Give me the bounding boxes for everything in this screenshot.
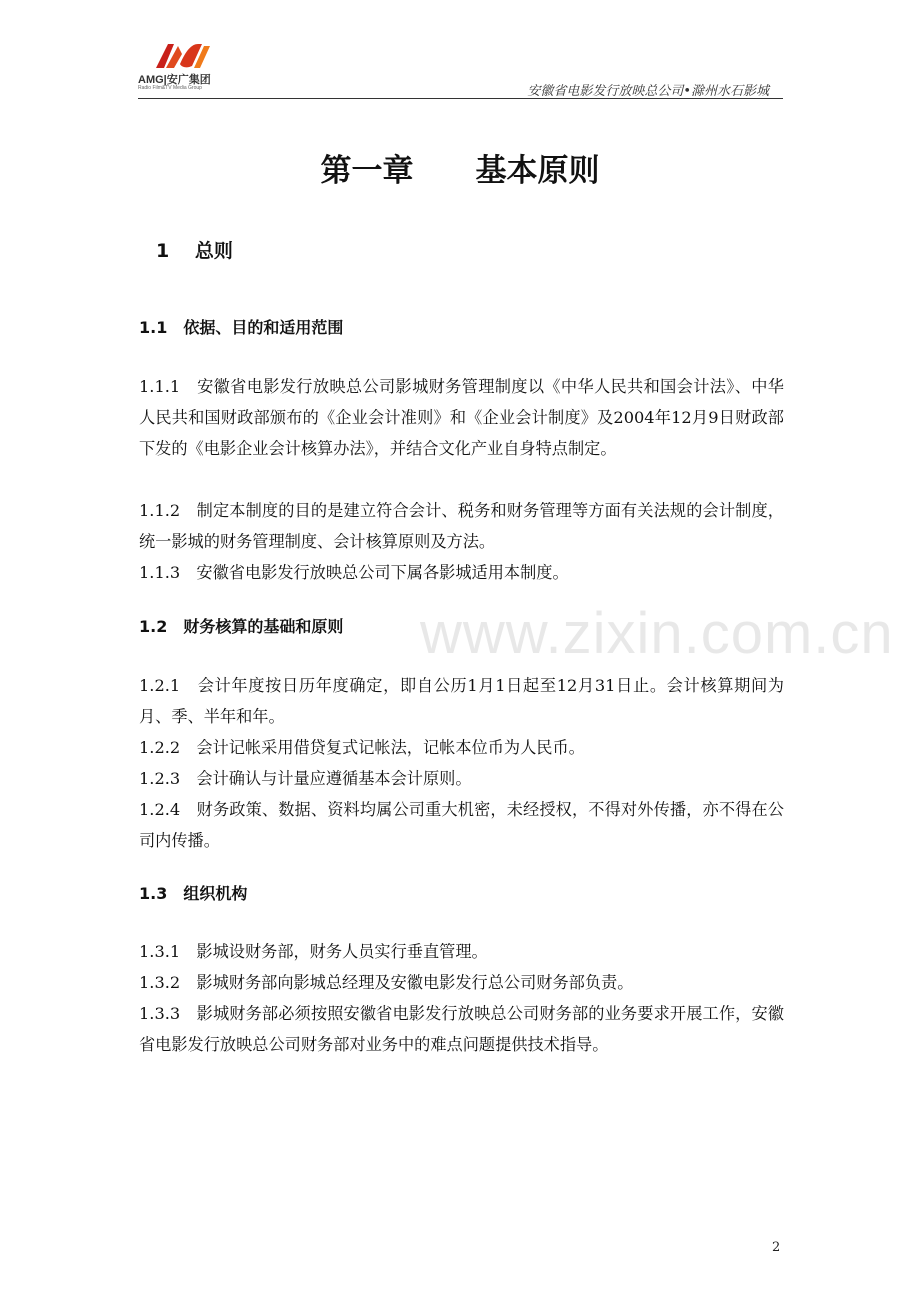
subsection-heading-1-1: 1.1 依据、目的和适用范围 <box>139 318 344 337</box>
paragraph-1-1-1: 1.1.1 安徽省电影发行放映总公司影城财务管理制度以《中华人民共和国会计法》、中华人民共和国财政部颁布的《企业会计准则》和《企业会计制度》及2004年12月9日财政部下发的《电影企业会计核算办法》，并结合文化产业自身特点制定。 <box>139 377 784 458</box>
section-heading: 1 总则 <box>156 240 233 262</box>
watermark: www.zixin.com.cn <box>420 601 894 666</box>
logo-text: AMG|安广集团 <box>138 74 211 86</box>
logo-subtitle: Radio Film&TV Media Group <box>138 85 202 91</box>
subsection-heading-1-2: 1.2 财务核算的基础和原则 <box>139 617 344 636</box>
page-header <box>138 38 783 100</box>
header-divider <box>138 98 783 99</box>
paragraph-1-3-1: 1.3.1 影城设财务部，财务人员实行垂直管理。 <box>139 942 488 961</box>
paragraph-1-1-3: 1.1.3 安徽省电影发行放映总公司下属各影城适用本制度。 <box>139 563 569 582</box>
paragraph-1-3-2: 1.3.2 影城财务部向影城总经理及安徽电影发行总公司财务部负责。 <box>139 973 634 992</box>
page-number: 2 <box>772 1240 781 1255</box>
chapter-title: 第一章 基本原则 <box>320 153 600 189</box>
paragraph-1-2-1: 1.2.1 会计年度按日历年度确定，即自公历1月1日起至12月31日止。会计核算期间为月、季、半年和年。 <box>139 676 784 726</box>
paragraph-1-2-2: 1.2.2 会计记帐采用借贷复式记帐法，记帐本位币为人民币。 <box>139 738 585 757</box>
amg-logo-icon <box>152 40 212 70</box>
header-title: 安徽省电影发行放映总公司•滁州水石影城 <box>527 84 769 99</box>
company-logo <box>138 38 248 98</box>
paragraph-1-3-3: 1.3.3 影城财务部必须按照安徽省电影发行放映总公司财务部的业务要求开展工作，安徽省电影发行放映总公司财务部对业务中的难点问题提供技术指导。 <box>139 1004 784 1054</box>
paragraph-1-1-2: 1.1.2 制定本制度的目的是建立符合会计、税务和财务管理等方面有关法规的会计制度，统一影城的财务管理制度、会计核算原则及方法。 <box>139 501 784 551</box>
paragraph-1-2-3: 1.2.3 会计确认与计量应遵循基本会计原则。 <box>139 769 472 788</box>
paragraph-1-2-4: 1.2.4 财务政策、数据、资料均属公司重大机密，未经授权，不得对外传播，亦不得在公司内传播。 <box>139 800 784 850</box>
subsection-heading-1-3: 1.3 组织机构 <box>139 884 248 903</box>
